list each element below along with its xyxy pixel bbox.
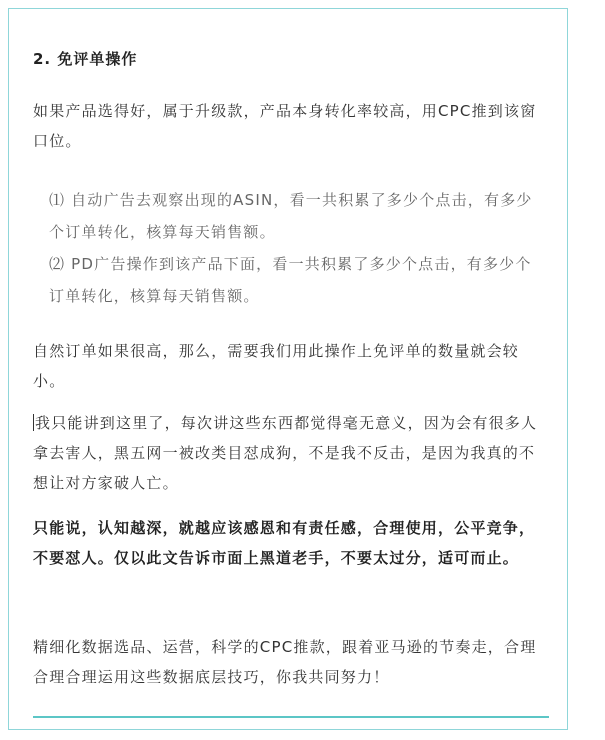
paragraph-closing: 精细化数据选品、运营，科学的CPC推款，跟着亚马逊的节奏走，合理合理合理运用这些数据底层技巧，你我共同努力！ (33, 638, 537, 686)
note-pd-ads: ⑵ PD广告操作到该产品下面，看一共积累了多少个点击，有多少个订单转化，核算每天销售额。 (49, 255, 532, 305)
paragraph-author-comment[interactable] (33, 408, 545, 498)
bottom-divider (33, 716, 549, 718)
section-heading: 2. 免评单操作 (33, 50, 138, 68)
paragraph-upgrade-product: 如果产品选得好，属于升级款，产品本身转化率较高，用CPC推到该窗口位。 (33, 102, 537, 150)
text-cursor (33, 414, 34, 431)
paragraph-natural-orders: 自然订单如果很高，那么，需要我们用此操作上免评单的数量就会较小。 (33, 342, 520, 390)
paragraph-bold-statement: 只能说，认知越深，就越应该感恩和有责任感，合理使用，公平竞争，不要怼人。仅以此文告诉市面上黑道老手，不要太过分，适可而止。 (33, 519, 536, 567)
note-auto-ads: ⑴ 自动广告去观察出现的ASIN，看一共积累了多少个点击，有多少个订单转化，核算每天销售额。 (49, 191, 533, 241)
paragraph-author-comment-text: 我只能讲到这里了，每次讲这些东西都觉得毫无意义，因为会有很多人拿去害人，黑五网一被改类目怼成狗，不是我不反击，是因为我真的不想让对方家破人亡。 (33, 414, 538, 492)
